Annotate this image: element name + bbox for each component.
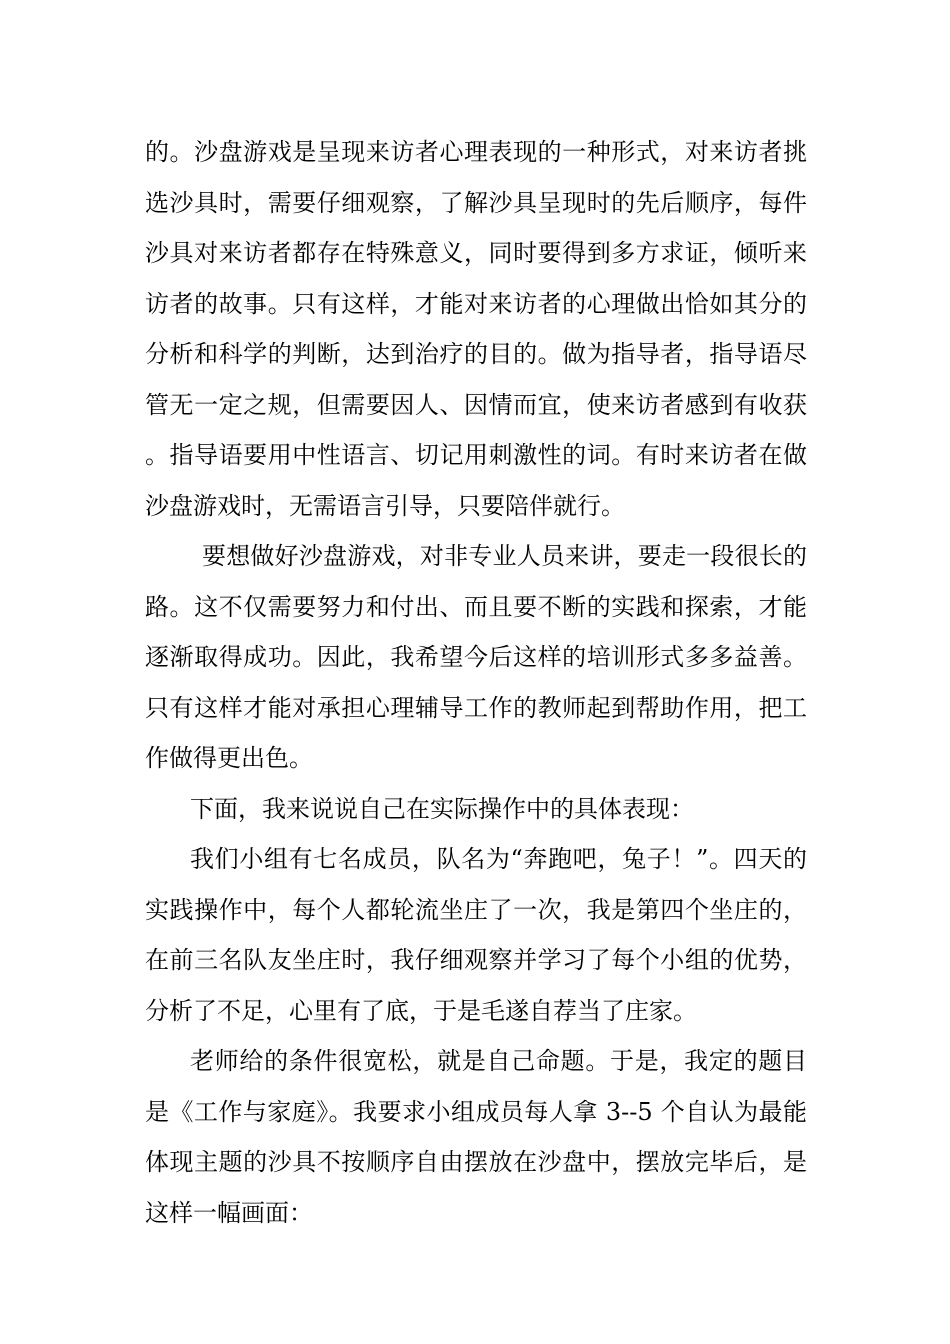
paragraph-topic-setup: 老师给的条件很宽松，就是自己命题。于是，我定的题目是《工作与家庭》。我要求小组成员每人拿 3--5 个自认为最能体现主题的沙具不按顺序自由摆放在沙盘中，摆放完毕后，是这样一幅画面： bbox=[145, 1047, 807, 1227]
paragraph-continuation: 的。沙盘游戏是呈现来访者心理表现的一种形式，对来访者挑选沙具时，需要仔细观察，了解沙具呈现时的先后顺序，每件沙具对来访者都存在特殊意义，同时要得到多方求证，倾听来访者的故事。只有这样，才能对来访者的心理做出恰如其分的分析和科学的判断，达到治疗的目的。做为指导者，指导语尽管无一定之规，但需要因人、因情而宜，使来访者感到有收获。指导语要用中性语言、切记用刺激性的词。有时来访者在做沙盘游戏时，无需语言引导，只要陪伴就行。 bbox=[145, 138, 807, 520]
paragraph-sandplay-effort: 要想做好沙盘游戏，对非专业人员来讲，要走一段很长的路。这不仅需要努力和付出、而且要不断的实践和探索，才能逐渐取得成功。因此，我希望今后这样的培训形式多多益善。只有这样才能对承担心理辅导工作的教师起到帮助作用，把工作做得更出色。 bbox=[145, 542, 807, 772]
document-body bbox=[145, 127, 807, 1238]
paragraph-intro-practice: 下面，我来说说自己在实际操作中的具体表现： bbox=[190, 794, 694, 823]
paragraph-team-description: 我们小组有七名成员，队名为“奔跑吧，兔子！”。四天的实践操作中，每个人都轮流坐庄了一次，我是第四个坐庄的，在前三名队友坐庄时，我仔细观察并学习了每个小组的优势，分析了不足，心里有了底，于是毛遂自荐当了庄家。 bbox=[145, 845, 807, 1025]
